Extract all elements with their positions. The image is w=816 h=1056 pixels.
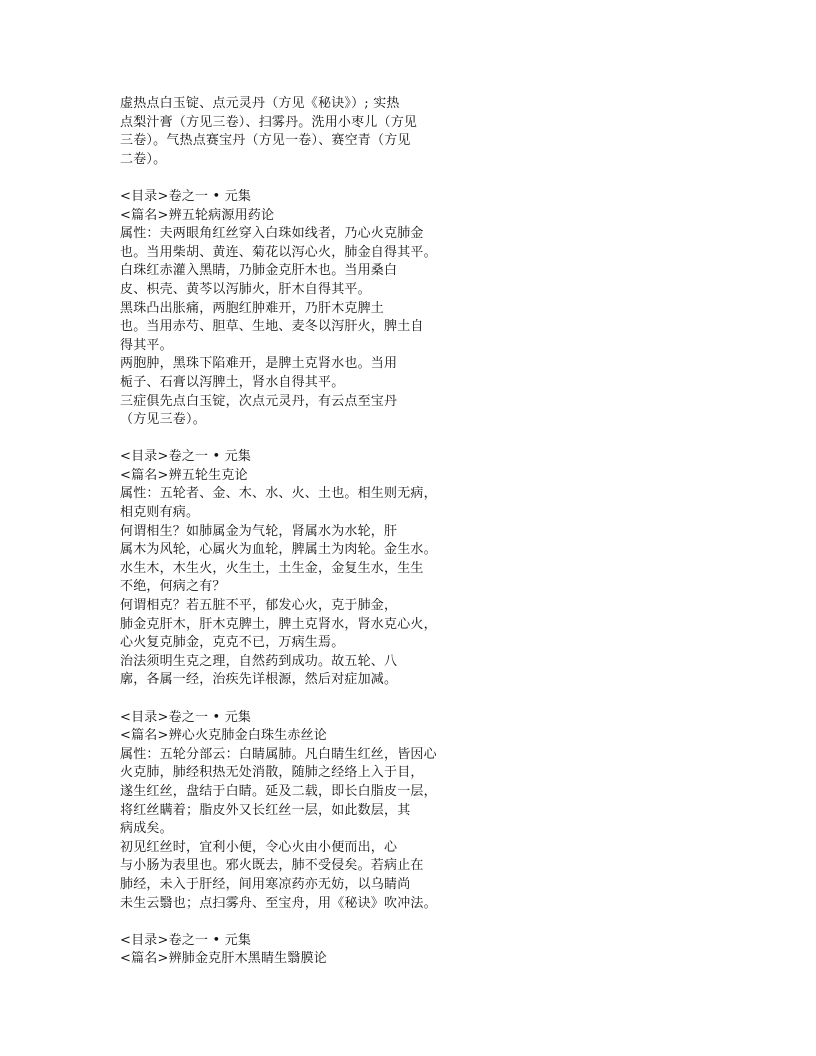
catalog-line: <目录>卷之一 • 元集 (120, 188, 252, 204)
text-line: 栀子、石膏以泻脾土，肾水自得其平。 (120, 374, 345, 390)
text-line: 治法须明生克之理，自然药到成功。故五轮、八 (120, 653, 398, 669)
section-xinhuo-kefeijin (120, 709, 470, 914)
text-line: 与小肠为表里也。邪火既去，肺不受侵矣。若病止在 (120, 858, 424, 874)
paragraph-gap (120, 169, 470, 188)
text-line: 也。当用赤芍、胆草、生地、麦冬以泻肝火，脾土自 (120, 319, 424, 335)
text-line: 黑珠凸出胀痛，两胞红肿难开，乃肝木克脾土 (120, 300, 385, 316)
text-line: 心火复克肺金，克克不已，万病生焉。 (120, 635, 345, 651)
text-line: 相克则有病。 (120, 505, 200, 521)
text-line: 两胞肿，黑珠下陷难开，是脾土克肾水也。当用 (120, 356, 398, 372)
text-line: 也。当用柴胡、黄连、菊花以泻心火，肺金自得其平。 (120, 244, 437, 260)
text-line: 何谓相克？若五脏不平，郁发心火，克于肺金， (120, 598, 398, 614)
text-line: 得其平。 (120, 337, 173, 353)
text-line: 皮、枳壳、黄芩以泻肺火，肝木自得其平。 (120, 281, 371, 297)
text-line: 肺经，未入于肝经，间用寒凉药亦无妨，以乌睛尚 (120, 876, 411, 892)
text-line: 火克肺，肺经积热无处消散，随肺之经络上入于目， (120, 765, 424, 781)
catalog-line: <目录>卷之一 • 元集 (120, 449, 252, 465)
text-line: 虚热点白玉锭、点元灵丹（方见《秘诀》）; 实热 (120, 96, 400, 111)
catalog-line: <目录>卷之一 • 元集 (120, 932, 252, 948)
intro-block (120, 95, 470, 169)
text-line: 三症俱先点白玉锭，次点元灵丹，有云点至宝丹 (120, 393, 398, 409)
text-line: 水生木，木生火，火生土，土生金，金复生水，生生 (120, 560, 424, 576)
text-line: 属性：五轮者、金、木、水、火、土也。相生则无病， (120, 486, 437, 502)
text-line: 属性：夫两眼角红丝穿入白珠如线者，乃心火克肺金 (120, 226, 424, 242)
text-line: （方见三卷）。 (120, 412, 206, 428)
section-feijin-kegan (120, 932, 470, 969)
text-line: 病成矣。 (120, 821, 173, 837)
text-line: 遂生红丝，盘结于白睛。延及二载，即长白脂皮一层， (120, 783, 437, 799)
chapter-title-line: <篇名>辨五轮生克论 (120, 467, 248, 483)
text-line: 不绝，何病之有？ (120, 579, 226, 595)
text-line: 将红丝瞒着；脂皮外又长红丝一层，如此数层，其 (120, 802, 411, 818)
text-line: 肺金克肝木，肝木克脾土，脾土克肾水，肾水克心火， (120, 616, 437, 632)
section-wulun-shengke (120, 448, 470, 690)
catalog-line: <目录>卷之一 • 元集 (120, 709, 252, 725)
paragraph-gap (120, 913, 470, 932)
paragraph-gap (120, 430, 470, 449)
text-line: 廓，各属一经，治疾先详根源，然后对症加减。 (120, 672, 398, 688)
chapter-title-line: <篇名>辨心火克肺金白珠生赤丝论 (120, 728, 327, 744)
text-line: 属木为风轮，心属火为血轮，脾属土为肉轮。金生水。 (120, 542, 437, 558)
paragraph-gap (120, 690, 470, 709)
text-line: 二卷）。 (120, 151, 167, 167)
text-line: 属性：五轮分部云：白睛属肺。凡白睛生红丝，皆因心 (120, 746, 437, 762)
section-wulun-bingyuan (120, 188, 470, 430)
text-line: 初见红丝时，宜利小便，令心火由小便而出，心 (120, 839, 398, 855)
chapter-title-line: <篇名>辨五轮病源用药论 (120, 207, 275, 223)
text-line: 未生云翳也；点扫雾舟、至宝舟，用《秘诀》吹冲法。 (120, 895, 437, 911)
text-line: 何谓相生？如肺属金为气轮，肾属水为水轮，肝 (120, 523, 398, 539)
text-line: 白珠红赤灌入黑睛，乃肺金克肝木也。当用桑白 (120, 263, 398, 279)
text-line: 三卷）。气热点赛宝丹（方见一卷）、赛空青（方见 (120, 133, 411, 149)
document-page (120, 95, 470, 969)
chapter-title-line: <篇名>辨肺金克肝木黑睛生翳膜论 (120, 951, 327, 967)
text-line: 点梨汁膏（方见三卷）、扫雾丹。洗用小枣儿（方见 (120, 114, 418, 130)
